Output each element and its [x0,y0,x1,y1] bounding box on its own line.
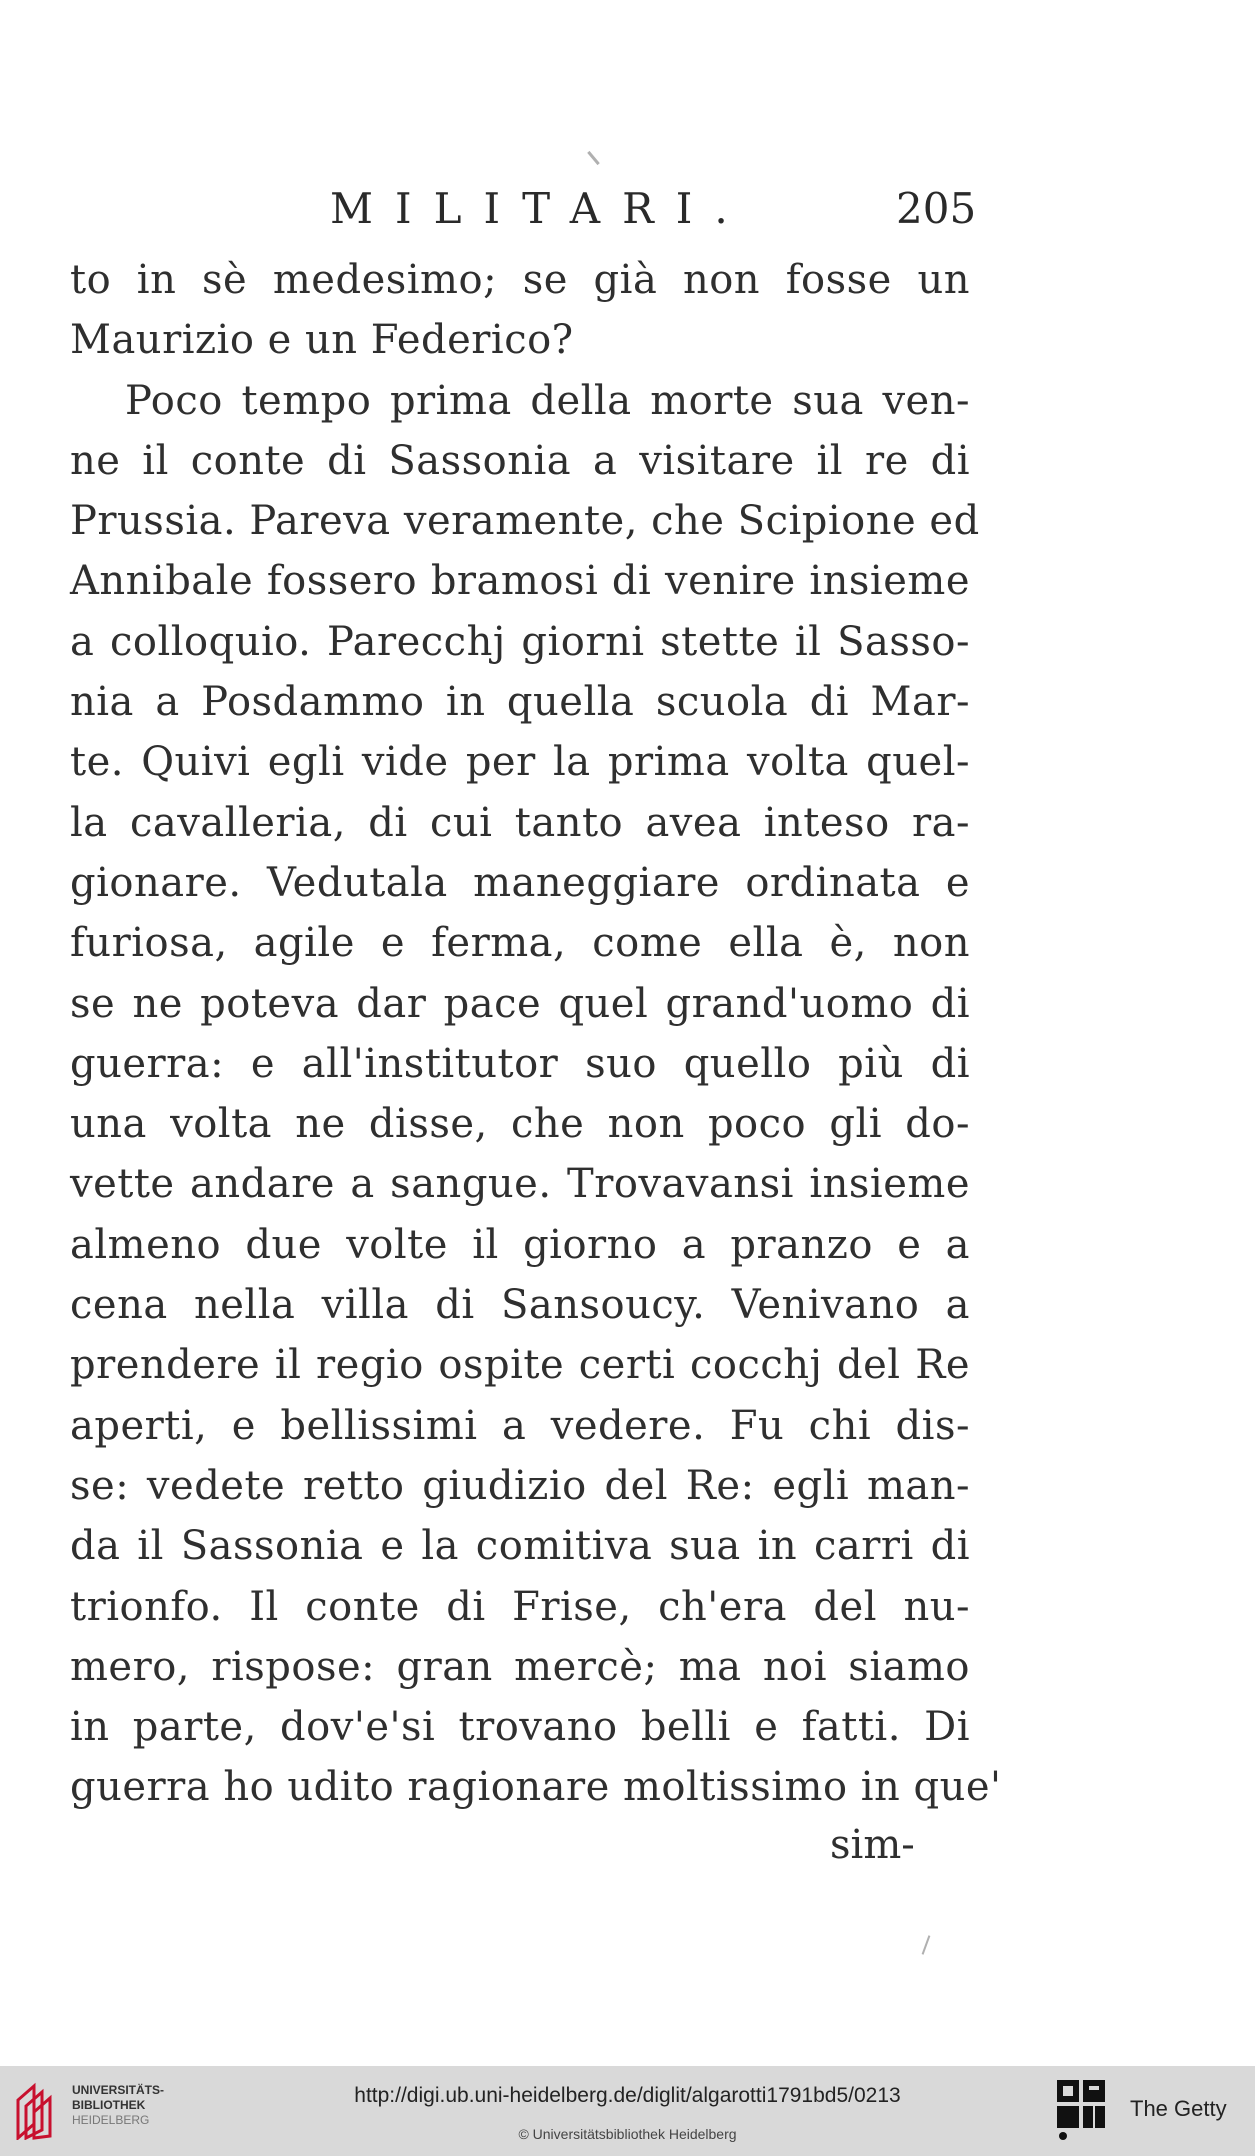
text-line: da il Sassonia e la comitiva sua in carri di [70,1523,970,1570]
text-line: furiosa, agile e ferma, come ella è, non [70,920,970,967]
university-name-line3: HEIDELBERG [72,2113,150,2127]
text-line: se ne poteva dar pace quel grand'uomo di [70,980,970,1027]
text-line: ne il conte di Sassonia a visitare il re di [70,437,970,484]
text-line: cena nella villa di Sansoucy. Venivano a [70,1282,970,1329]
text-line: gionare. Vedutala maneggiare ordinata e [70,859,970,906]
text-line: mero, rispose: gran mercè; ma noi siamo [70,1643,970,1690]
text-line: Poco tempo prima della morte sua ven- [125,377,970,424]
text-line: Annibale fossero bramosi di venire insieme [70,558,970,605]
source-url-link[interactable]: http://digi.ub.uni-heidelberg.de/diglit/algarotti1791bd5/0213 [354,2084,901,2107]
text-line: vette andare a sangue. Trovavansi insieme [70,1161,970,1208]
getty-logo-icon [1055,2078,1107,2142]
text-line: te. Quivi egli vide per la prima volta quel- [70,739,970,786]
running-head [0,180,1255,240]
running-title: MILITARI. [330,184,750,233]
copyright-notice: © Universitätsbibliothek Heidelberg [518,2126,737,2142]
text-line: almeno due volte il giorno a pranzo e a [70,1221,970,1268]
text-line: trionfo. Il conte di Frise, ch'era del nu- [70,1583,970,1630]
paper-speck [922,1935,931,1954]
text-line: a colloquio. Parecchj giorni stette il Sasso- [70,618,970,665]
footer-bar [0,2066,1255,2156]
paper-speck [587,151,600,165]
text-block [70,250,1002,1818]
text-line: Maurizio e un Federico? [70,317,574,364]
text-line: to in sè medesimo; se già non fosse un [70,257,970,303]
text-line: Prussia. Pareva veramente, che Scipione ed [70,498,980,545]
text-line: se: vedete retto giudizio del Re: egli man- [70,1462,970,1509]
text-line: prendere il regio ospite certi cocchj del Re [70,1342,970,1389]
text-line: in parte, dov'e'si trovano belli e fatti. Di [70,1704,970,1751]
university-name-line1: UNIVERSITÄTS- [72,2083,165,2097]
catchword: sim- [830,1822,915,1868]
text-line: aperti, e bellissimi a vedere. Fu chi dis- [70,1402,970,1449]
text-line: guerra ho udito ragionare moltissimo in que' [70,1764,1002,1811]
page-number: 205 [896,184,977,233]
university-name-line2: BIBLIOTHEK [72,2098,146,2112]
text-line: nia a Posdammo in quella scuola di Mar- [70,679,970,726]
getty-label: The Getty [1130,2096,1227,2121]
text-line: la cavalleria, di cui tanto avea inteso ra- [70,799,970,846]
text-line: guerra: e all'institutor suo quello più di [70,1040,970,1087]
text-line: una volta ne disse, che non poco gli do- [70,1101,970,1148]
